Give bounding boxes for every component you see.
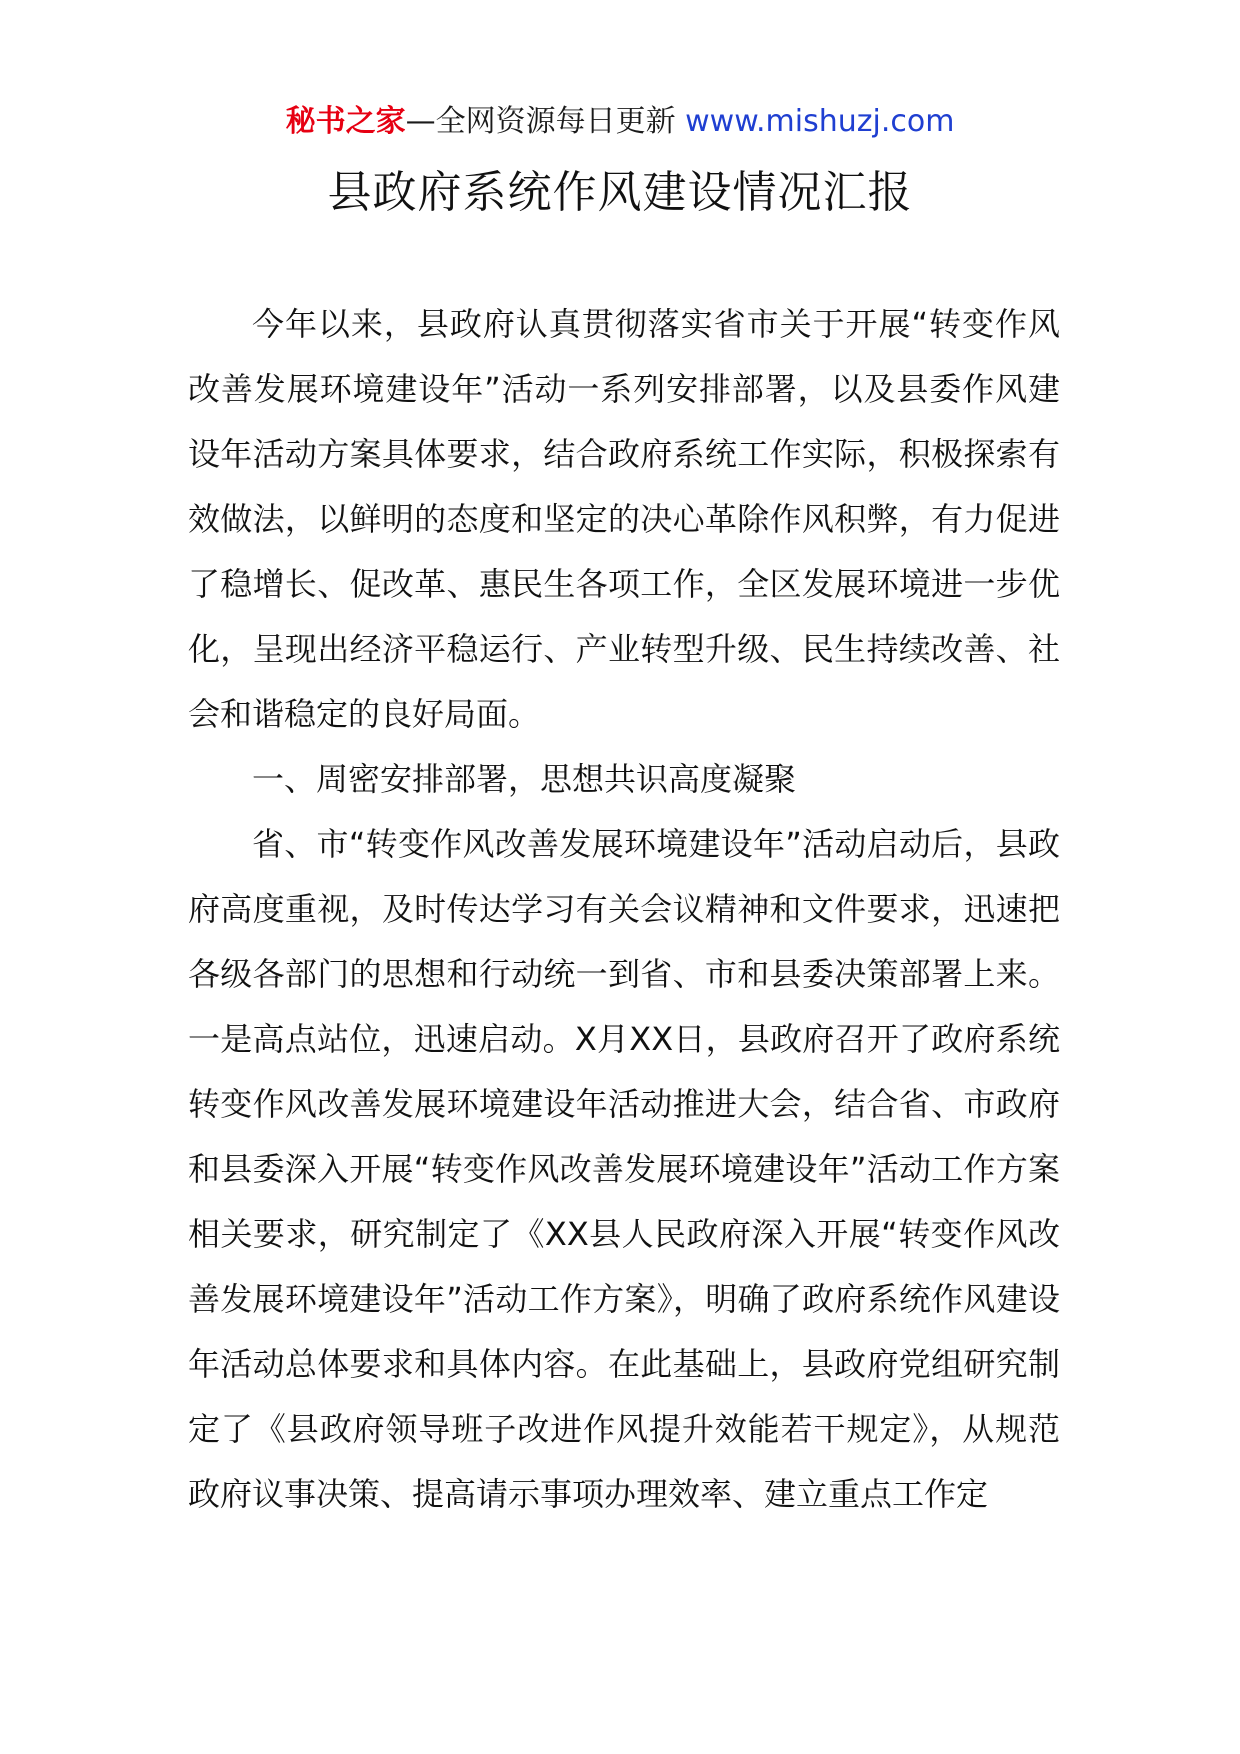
section-paragraph-1: 省、市“转变作风改善发展环境建设年”活动启动后，县政府高度重视，及时传达学习有关会议精神和文件要求，迅速把各级各部门的思想和行动统一到省、市和县委决策部署上来。一是高点站位，迅速启动。X月XX日，县政府召开了政府系统转变作风改善发展环境建设年活动推进大会，结合省、市政府和县委深入开展“转变作风改善发展环境建设年”活动工作方案相关要求，研究制定了《XX县人民政府深入开展“转变作风改善发展环境建设年”活动工作方案》，明确了政府系统作风建设年活动总体要求和具体内容。在此基础上，县政府党组研究制定了《县政府领导班子改进作风提升效能若干规定》，从规范政府议事决策、提高请示事项办理效率、建立重点工作定 bbox=[188, 825, 1060, 1513]
site-tagline: —全网资源每日更新 bbox=[405, 104, 686, 139]
site-url-link[interactable]: www.mishuzj.com bbox=[685, 104, 955, 139]
document-body bbox=[188, 292, 1060, 1527]
site-header bbox=[0, 100, 1240, 144]
document-title: 县政府系统作风建设情况汇报 bbox=[327, 167, 913, 218]
section-heading-1: 一、周密安排部署，思想共识高度凝聚 bbox=[252, 760, 797, 798]
site-brand: 秘书之家 bbox=[285, 104, 406, 139]
intro-paragraph: 今年以来，县政府认真贯彻落实省市关于开展“转变作风改善发展环境建设年”活动一系列安排部署，以及县委作风建设年活动方案具体要求，结合政府系统工作实际，积极探索有效做法，以鲜明的态度和坚定的决心革除作风积弊，有力促进了稳增长、促改革、惠民生各项工作，全区发展环境进一步优化，呈现出经济平稳运行、产业转型升级、民生持续改善、社会和谐稳定的良好局面。 bbox=[188, 305, 1060, 733]
